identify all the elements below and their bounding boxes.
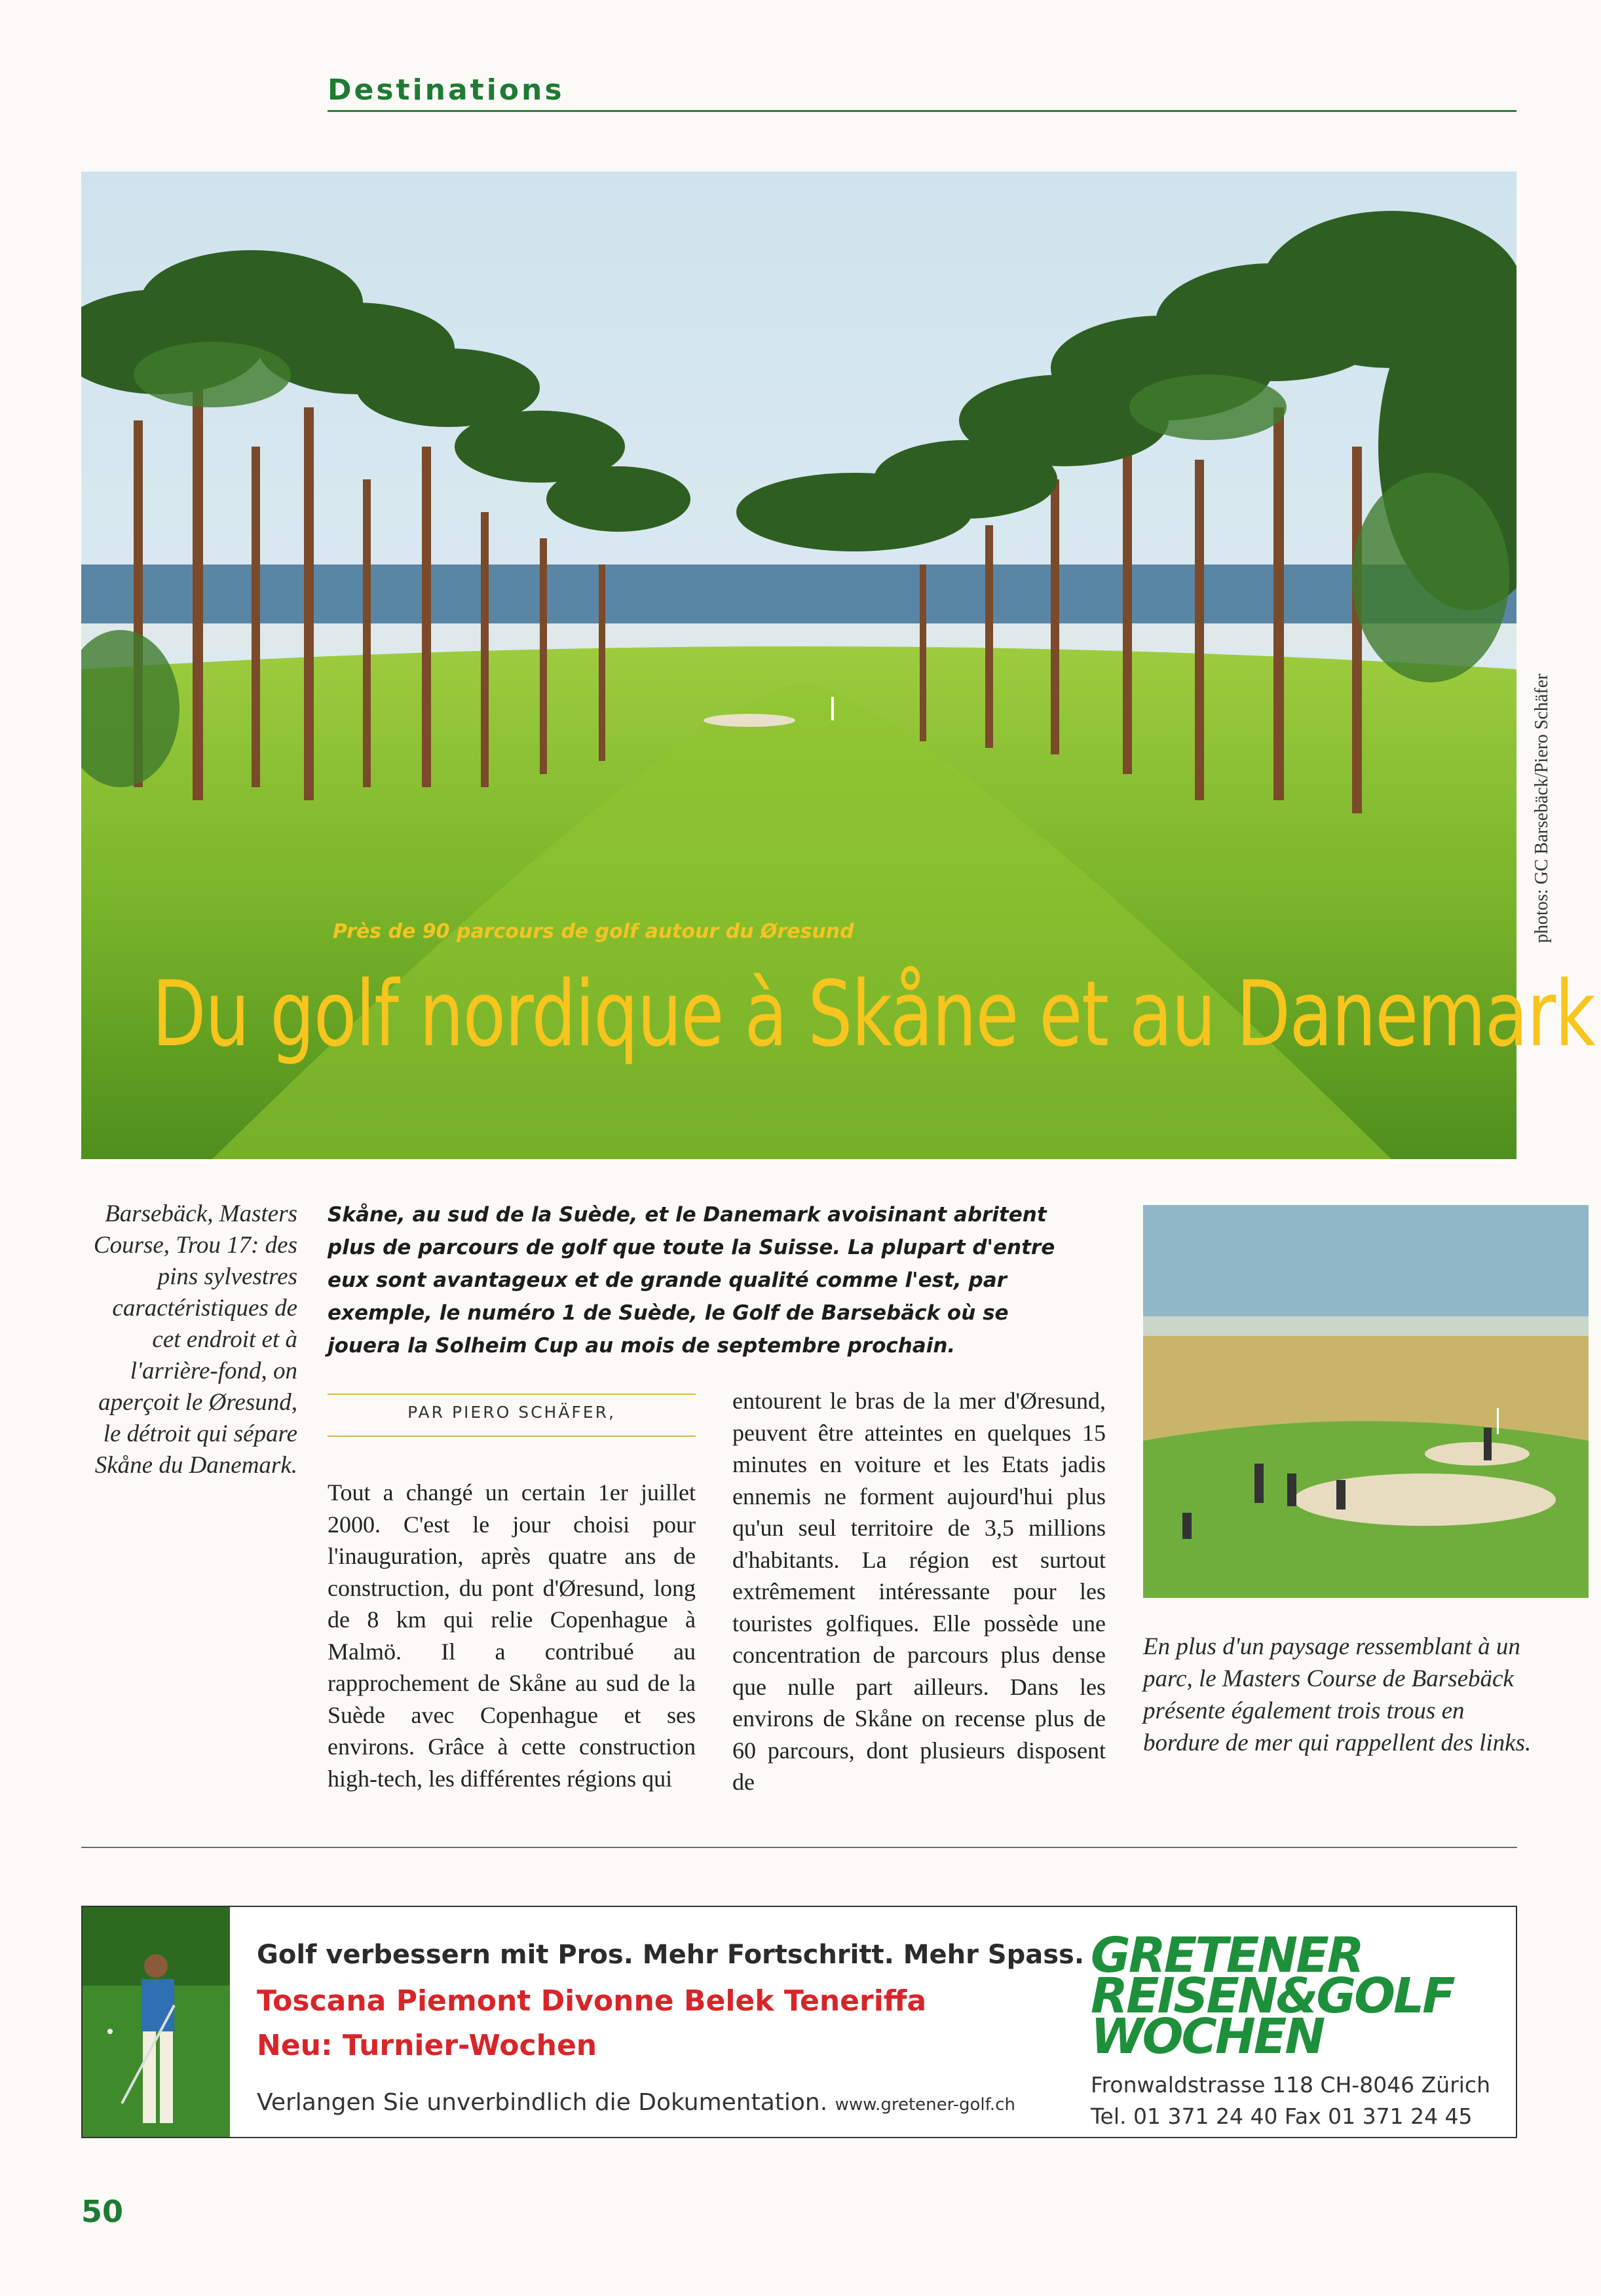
ad-tagline: Golf verbessern mit Pros. Mehr Fortschritt. Mehr Spass. xyxy=(257,1940,1085,1970)
byline-rule-bottom xyxy=(328,1435,696,1437)
ad-new-offer: Neu: Turnier-Wochen xyxy=(257,2029,597,2062)
photo-credit: photos: GC Barsebäck/Piero Schäfer xyxy=(1532,673,1552,943)
section-rule xyxy=(328,110,1516,112)
byline: PAR PIERO SCHÄFER, xyxy=(407,1403,616,1422)
ad-cta: Verlangen Sie unverbindlich die Dokumentation. www.gretener-golf.ch xyxy=(257,2089,1015,2116)
article-column-2: entourent le bras de la mer d'Øresund, peuvent être atteintes en quelques 15 minutes en voiture et les Etats jadis ennemis ne forment aujourd'hui plus qu'un seul territoire de 3,5 millions d'habitants. La région est surtout extrêmement intéressante pour les touristes golfiques. Elle possède une concentration de parcours plus dense que nulle part ailleurs. Dans les environs de Skåne on recense plus de 60 parcours, dont plusieurs disposent de xyxy=(732,1388,1106,1795)
ad-golfer-photo xyxy=(83,1907,230,2137)
caption-right: En plus d'un paysage ressemblant à un parc, le Masters Course de Barsebäck présente également trois trous en bordure de mer qui rappellent des links. xyxy=(1143,1633,1532,1756)
page-number: 50 xyxy=(81,2194,124,2229)
ad-destinations: Toscana Piemont Divonne Belek Teneriffa xyxy=(257,1984,927,2018)
article-column-1: Tout a changé un certain 1er juillet 2000. C'est le jour choisi pour l'inauguration, après quatre ans de construction, du pont d'Øresund, long de 8 km qui relie Copenhague à Malmö. Il a contribué au rapprochement de Skåne au sud de la Suède avec Copenhague et ses environs. Grâce à cette construction high-tech, les différentes régions qui xyxy=(328,1479,696,1792)
byline-rule-top xyxy=(328,1394,696,1395)
bottom-rule xyxy=(81,1847,1517,1848)
caption-left: Barsebäck, Masters Course, Trou 17: des pins sylvestres caractéristiques de cet endroit et à l'arrière-fond, on aperçoit le Øresund, le détroit qui sépare Skåne du Danemark. xyxy=(93,1200,297,1479)
ad-address: Fronwaldstrasse 118 CH-8046 Zürich Tel. 01 371 24 40 Fax 01 371 24 45 xyxy=(1091,2072,1490,2129)
links-photo xyxy=(1143,1205,1589,1598)
kicker: Près de 90 parcours de golf autour du Øresund xyxy=(333,920,854,943)
gretener-logo: GRETENER REISEN&GOLF WOCHEN xyxy=(1091,1927,1454,2065)
headline: Du golf nordique à Skåne et au Danemark xyxy=(152,961,1595,1067)
ad-url[interactable]: www.gretener-golf.ch xyxy=(835,2095,1015,2115)
section-title: Destinations xyxy=(328,73,565,107)
lead-paragraph: Skåne, au sud de la Suède, et le Danemark avoisinant abritent plus de parcours de golf que toute la Suisse. La plupart d'entre eux sont avantageux et de grande qualité comme l'est, par exemple, le numéro 1 de Suède, le Golf de Barsebäck où se jouera la Solheim Cup au mois de septembre prochain. xyxy=(328,1203,1055,1358)
